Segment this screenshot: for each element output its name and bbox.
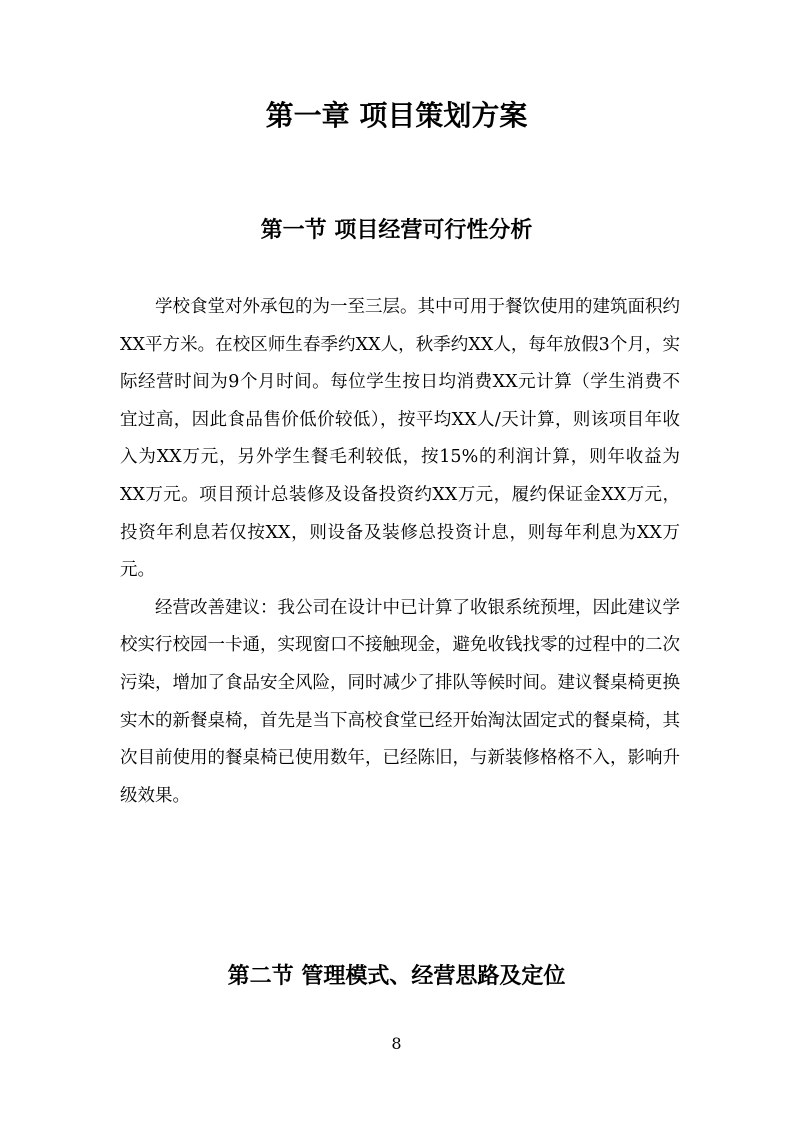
- section-title-feasibility: 第一节 项目经营可行性分析: [260, 217, 533, 243]
- page-number: 8: [391, 1034, 402, 1053]
- paragraph-improvement-suggestions: 经营改善建议：我公司在设计中已计算了收银系统预埋，因此建议学校实行校园一卡通，实现窗口不接触现金，避免收钱找零的过程中的二次污染，增加了食品安全风险，同时减少了排队等候时间。建议餐桌椅更换实木的新餐桌椅，首先是当下高校食堂已经开始淘汰固定式的餐桌椅，其次目前使用的餐桌椅已使用数年，已经陈旧，与新装修格格不入，影响升级效果。: [120, 597, 680, 806]
- paragraph-feasibility-analysis: 学校食堂对外承包的为一至三层。其中可用于餐饮使用的建筑面积约XX平方米。在校区师生春季约XX人，秋季约XX人，每年放假3个月，实际经营时间为9个月时间。每位学生按日均消费XX元计算（学生消费不宜过高，因此食品售价低价较低），按平均XX人/天计算，则该项目年收入为XX万元，另外学生餐毛利较低，按15%的利润计算，则年收益为XX万元。项目预计总装修及设备投资约XX万元，履约保证金XX万元，投资年利息若仅按XX，则设备及装修总投资计息，则每年利息为XX万元。: [120, 297, 680, 581]
- section-body: [120, 289, 680, 815]
- section-title-management: 第二节 管理模式、经营思路及定位: [227, 963, 566, 989]
- chapter-title: 第一章 项目策划方案: [265, 99, 528, 132]
